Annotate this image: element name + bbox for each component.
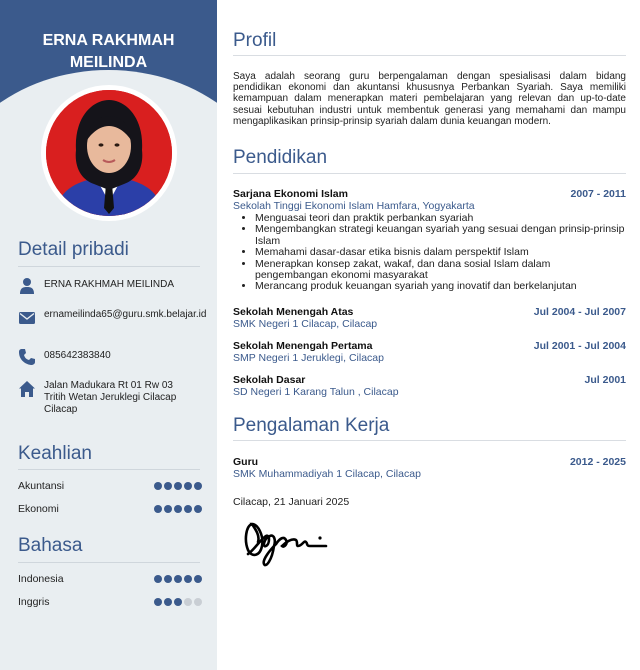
entry-bullets — [255, 213, 626, 293]
level-dot-filled — [184, 505, 192, 513]
signature-image — [240, 516, 335, 572]
profile-divider — [233, 55, 626, 56]
entry-title: Sekolah Menengah Pertama — [233, 340, 373, 352]
level-dot-empty — [184, 598, 192, 606]
home-icon — [18, 380, 36, 398]
skill-level-dots — [154, 482, 202, 490]
detail-divider — [18, 266, 200, 267]
level-dot-filled — [174, 575, 182, 583]
entry-title: Guru — [233, 456, 259, 468]
level-dot-filled — [194, 575, 202, 583]
experience-entry — [233, 456, 626, 480]
level-dot-filled — [164, 575, 172, 583]
detail-section-title: Detail pribadi — [18, 239, 129, 260]
skills-section-title: Keahlian — [18, 443, 92, 464]
skill-level-dots — [154, 505, 202, 513]
languages-section-title: Bahasa — [18, 535, 83, 556]
education-entry — [233, 188, 626, 293]
entry-date: Jul 2001 - Jul 2004 — [533, 340, 626, 352]
experience-section-title: Pengalaman Kerja — [233, 415, 390, 436]
language-level-dots — [154, 598, 202, 606]
language-row — [18, 595, 202, 609]
entry-school: Sekolah Tinggi Ekonomi Islam Hamfara, Yogyakarta — [233, 200, 475, 212]
detail-row-name — [18, 277, 208, 295]
entry-school: SMK Negeri 1 Cilacap, Cilacap — [233, 318, 378, 330]
level-dot-filled — [164, 505, 172, 513]
skill-label: Ekonomi — [18, 503, 59, 515]
level-dot-empty — [194, 598, 202, 606]
profile-paragraph: Saya adalah seorang guru berpengalaman dengan spesialisasi dalam bidang pendidikan ekonomi dan akuntansi khususnya Perbankan Syariah. Saya memiliki kemampuan dalam menerapkan materi pembelajaran yang relevan dan up-to-date sesuai kebutuhan industri untuk membentuk generasi yang memahami dan mampu mengaplikasikan prinsip-prinsip syariah dalam dunia keuangan modern. — [233, 71, 626, 127]
level-dot-filled — [154, 482, 162, 490]
entry-school: SD Negeri 1 Karang Talun , Cilacap — [233, 386, 399, 398]
envelope-icon — [18, 309, 36, 327]
detail-name-text: ERNA RAKHMAH MEILINDA — [44, 279, 175, 290]
language-label: Inggris — [18, 596, 50, 608]
skill-label: Akuntansi — [18, 480, 65, 492]
languages-divider — [18, 562, 200, 563]
language-level-dots — [154, 575, 202, 583]
education-entry — [233, 340, 626, 364]
detail-row-address — [18, 380, 208, 416]
experience-divider — [233, 440, 626, 441]
skills-divider — [18, 469, 200, 470]
bullet-item: • Mengembangkan strategi keuangan syariah yang sesuai dengan prinsip-prinsip Islam — [255, 224, 626, 247]
level-dot-filled — [154, 575, 162, 583]
sidebar — [0, 0, 217, 670]
language-label: Indonesia — [18, 573, 64, 585]
level-dot-filled — [164, 598, 172, 606]
detail-phone-text[interactable]: 085642383840 — [44, 350, 111, 361]
entry-school: SMK Muhammadiyah 1 Cilacap, Cilacap — [233, 468, 421, 480]
level-dot-filled — [194, 482, 202, 490]
level-dot-filled — [184, 575, 192, 583]
entry-title: Sarjana Ekonomi Islam — [233, 188, 348, 200]
skill-row — [18, 502, 202, 516]
level-dot-filled — [194, 505, 202, 513]
bullet-item: • Memahami dasar-dasar etika bisnis dalam perspektif Islam — [255, 247, 626, 258]
level-dot-filled — [174, 505, 182, 513]
detail-row-phone — [18, 348, 208, 366]
level-dot-filled — [154, 598, 162, 606]
portrait-image — [46, 90, 172, 216]
skill-row — [18, 479, 202, 493]
name-line-1: ERNA RAKHMAH — [42, 32, 175, 49]
language-row — [18, 572, 202, 586]
bullet-item: • Menerapkan konsep zakat, wakaf, dan dana sosial Islam dalam pengembangan ekonomi masyarakat — [255, 259, 626, 282]
education-entry — [233, 374, 626, 398]
level-dot-filled — [154, 505, 162, 513]
entry-title: Sekolah Menengah Atas — [233, 306, 354, 318]
candidate-name — [0, 30, 217, 74]
bullet-item: • Merancang produk keuangan syariah yang inovatif dan berkelanjutan — [255, 281, 626, 292]
phone-icon — [18, 348, 36, 366]
education-section-title: Pendidikan — [233, 147, 328, 168]
entry-title: Sekolah Dasar — [233, 374, 306, 386]
education-entry — [233, 306, 626, 330]
profile-section-title: Profil — [233, 30, 277, 51]
entry-date: Jul 2004 - Jul 2007 — [533, 306, 626, 318]
level-dot-filled — [174, 482, 182, 490]
level-dot-filled — [174, 598, 182, 606]
entry-date: 2012 - 2025 — [569, 456, 626, 468]
education-divider — [233, 173, 626, 174]
detail-email-text[interactable]: ernameilinda65@guru.smk.belajar.id — [44, 309, 207, 320]
bullet-item: • Menguasai teori dan praktik perbankan syariah — [255, 213, 626, 224]
level-dot-filled — [164, 482, 172, 490]
person-icon — [18, 277, 36, 295]
entry-date: 2007 - 2011 — [570, 188, 626, 200]
entry-school: SMP Negeri 1 Jeruklegi, Cilacap — [233, 352, 384, 364]
level-dot-filled — [184, 482, 192, 490]
place-date: Cilacap, 21 Januari 2025 — [233, 496, 350, 508]
detail-address-text: Jalan Madukara Rt 01 Rw 03 Tritih Wetan Jeruklegi Cilacap Cilacap — [44, 380, 177, 415]
name-line-2: MEILINDA — [69, 54, 148, 71]
profile-photo — [46, 90, 172, 216]
detail-row-email — [18, 309, 208, 327]
entry-date: Jul 2001 — [584, 374, 626, 386]
